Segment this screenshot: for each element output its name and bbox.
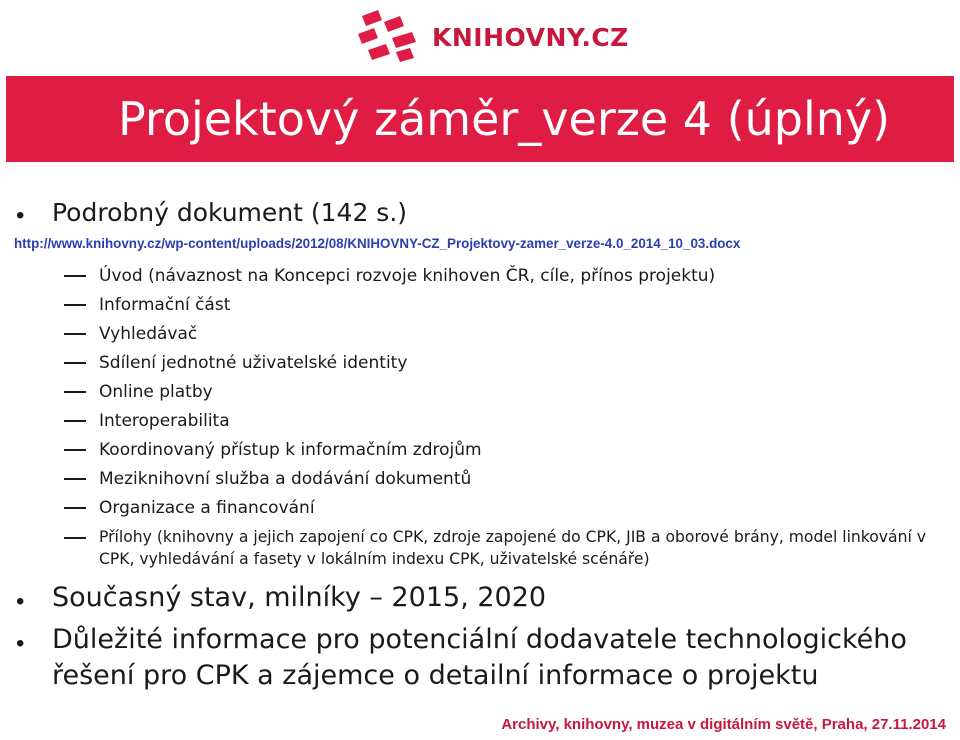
bullet-dot: • (16, 202, 25, 229)
document-link[interactable]: http://www.knihovny.cz/wp-content/uploads/2012/08/KNIHOVNY-CZ_Projektovy-zamer_verze-4.0_2014_10_03.docx (14, 236, 741, 251)
sub-item-text: Přílohy (knihovny a jejich zapojení co CPK, zdroje zapojené do CPK, JIB a oborové brány, model linkování v CPK, vyhledávání a fasety v lokálním indexu CPK, uživatelské scénáře) (99, 528, 926, 568)
dash-marker (64, 420, 86, 422)
sub-item-text: Interoperabilita (99, 411, 230, 431)
dash-marker (64, 507, 86, 509)
logo (356, 6, 629, 68)
dash-marker (64, 304, 86, 306)
bullet-1-text: Podrobný dokument (142 s.) (52, 198, 408, 227)
logo-text: KNIHOVNY.CZ (432, 22, 629, 52)
dash-marker (64, 537, 86, 539)
sub-item-text: Sdílení jednotné uživatelské identity (99, 353, 408, 373)
dash-marker (64, 275, 86, 277)
sub-item-text: Úvod (návaznost na Koncepci rozvoje knihoven ČR, cíle, přínos projektu) (99, 266, 716, 286)
sub-item-text: Organizace a financování (99, 498, 315, 518)
bullet-dot: • (16, 630, 25, 657)
dash-marker (64, 478, 86, 480)
dash-marker (64, 449, 86, 451)
bullet-2-text: Současný stav, milníky – 2015, 2020 (52, 582, 547, 613)
bullet-3-text: Důležité informace pro potenciální dodavatele technologického řešení pro CPK a zájemce o detailní informace o projektu (52, 624, 907, 691)
sub-item-text: Koordinovaný přístup k informačním zdrojům (99, 440, 482, 460)
sub-item-text: Meziknihovní služba a dodávání dokumentů (99, 469, 472, 489)
footer: Archivy, knihovny, muzea v digitálním světě, Praha, 27.11.2014 (501, 716, 946, 733)
dash-marker (64, 391, 86, 393)
knihovny-logo-icon (356, 8, 420, 66)
sub-item-text: Vyhledávač (99, 324, 198, 344)
page-title: Projektový záměr_verze 4 (úplný) (118, 92, 891, 146)
sub-item-text: Informační část (99, 295, 231, 315)
title-banner (6, 76, 954, 162)
sub-item-text: Online platby (99, 382, 213, 402)
dash-marker (64, 333, 86, 335)
dash-marker (64, 362, 86, 364)
bullet-dot: • (16, 588, 25, 615)
